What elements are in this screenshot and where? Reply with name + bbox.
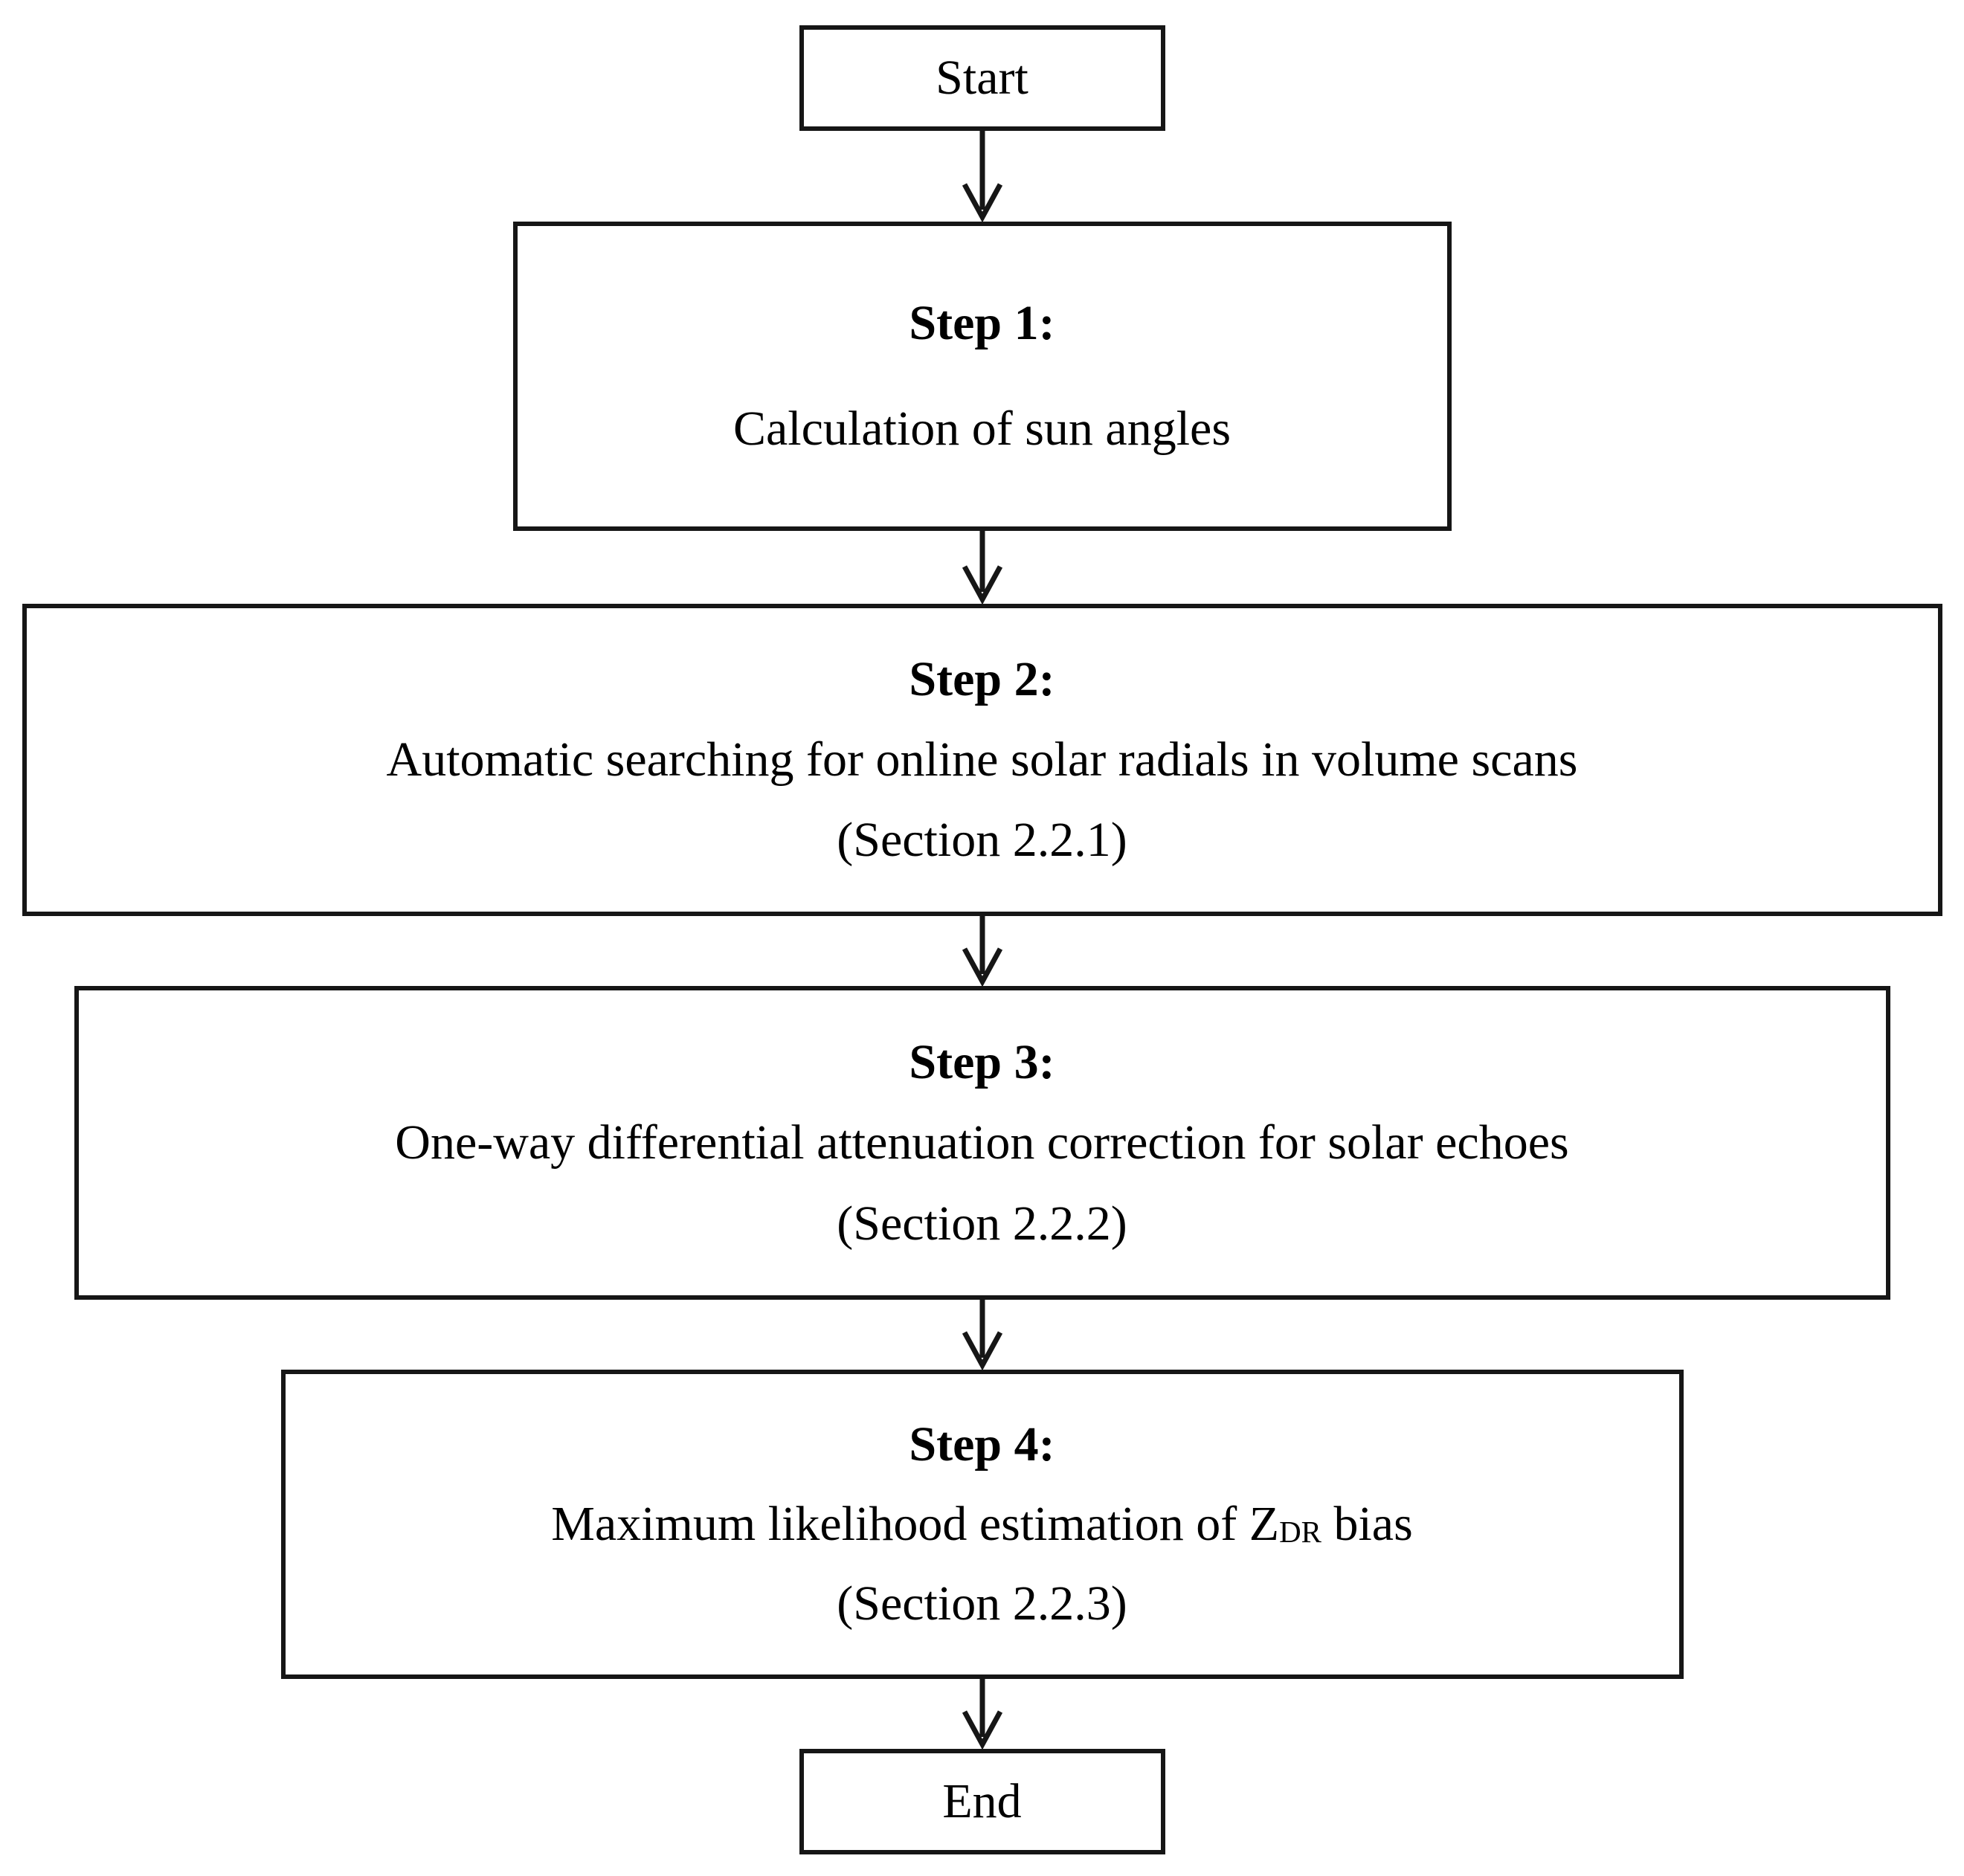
step-2-section: (Section 2.2.1) <box>837 813 1127 867</box>
step-2-description: Automatic searching for online solar radials in volume scans <box>386 732 1578 787</box>
flow-arrow <box>954 1679 1011 1749</box>
step-1-title: Step 1: <box>909 295 1055 350</box>
step-4-description-pre: Maximum likelihood estimation of Z <box>551 1497 1280 1551</box>
step-4-description <box>551 1496 1413 1553</box>
flow-arrow <box>954 531 1011 604</box>
zdr-subscript: DR <box>1279 1515 1321 1549</box>
step-1-description: Calculation of sun angles <box>733 402 1231 457</box>
step-4-section: (Section 2.2.3) <box>837 1576 1127 1631</box>
step-4-title: Step 4: <box>909 1417 1055 1472</box>
end-node <box>799 1749 1165 1854</box>
step-3-description: One-way differential attenuation correction for solar echoes <box>395 1115 1569 1170</box>
step-3-section: (Section 2.2.2) <box>837 1196 1127 1251</box>
step-4-node <box>281 1370 1684 1679</box>
step-1-node <box>513 222 1452 531</box>
step-4-description-post: bias <box>1321 1497 1413 1551</box>
step-3-node <box>74 986 1890 1300</box>
start-label: Start <box>936 51 1028 105</box>
step-3-title: Step 3: <box>909 1034 1055 1089</box>
flow-arrow <box>954 1300 1011 1370</box>
step-2-title: Step 2: <box>909 652 1055 706</box>
step-2-node <box>22 604 1942 916</box>
flow-arrow <box>954 131 1011 222</box>
flow-arrow <box>954 916 1011 986</box>
end-label: End <box>942 1774 1022 1828</box>
start-node <box>799 25 1165 131</box>
